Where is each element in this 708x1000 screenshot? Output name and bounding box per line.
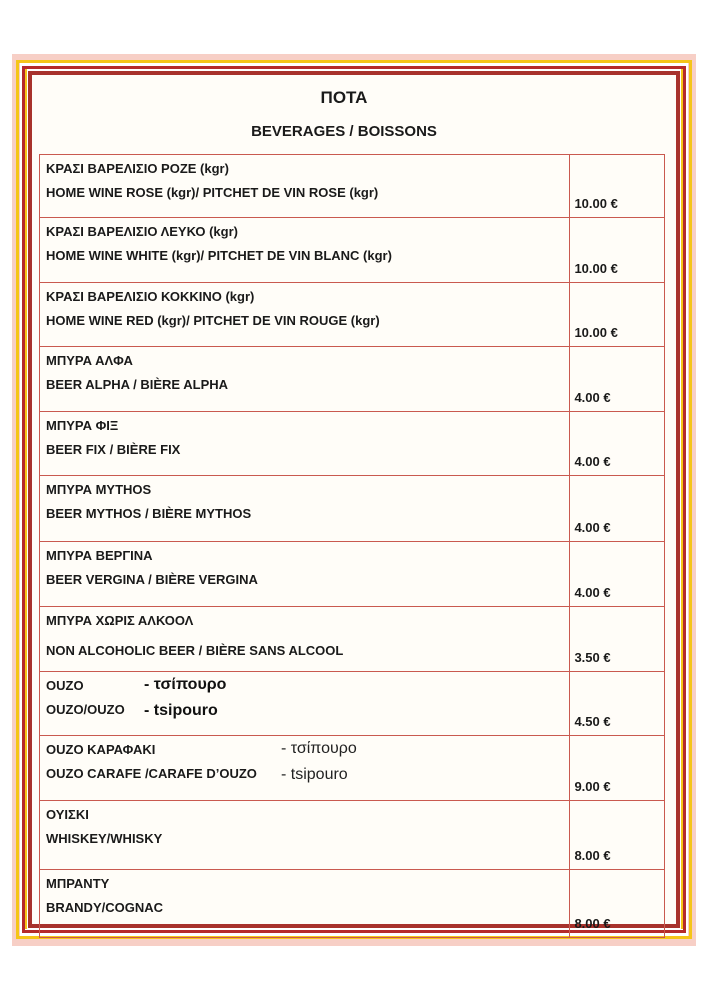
table-row — [40, 801, 665, 870]
beverage-table — [39, 154, 665, 938]
item-name-greek: OUZO ΚΑΡΑΦΑΚΙ — [46, 742, 156, 757]
frame-line — [12, 938, 696, 946]
item-name-greek: ΚΡΑΣΙ ΒΑΡΕΛΙΣΙΟ ΡΟΖΕ (kgr) — [46, 161, 229, 176]
item-name-translation: BEER MYTHOS / BIÈRE MYTHOS — [46, 506, 252, 521]
item-price-cell — [570, 542, 665, 607]
item-name-greek: ΜΠΡΑΝΤΥ — [46, 876, 110, 891]
item-name-translation: BEER FIX / BIÈRE FIX — [46, 442, 181, 457]
frame-line — [16, 60, 692, 63]
item-price-cell — [570, 412, 665, 476]
item-price: 10.00 € — [574, 196, 618, 211]
table-row — [40, 218, 665, 283]
table-row — [40, 542, 665, 607]
table-row — [40, 155, 665, 218]
table-row — [40, 412, 665, 476]
table-row — [40, 870, 665, 938]
item-description — [40, 801, 570, 870]
item-description — [40, 155, 570, 218]
item-name-translation: HOME WINE WHITE (kgr)/ PITCHET DE VIN BLANC (kgr) — [46, 248, 392, 263]
item-price-cell — [570, 736, 665, 801]
item-price: 4.50 € — [574, 714, 611, 729]
item-description — [40, 672, 570, 736]
item-price: 3.50 € — [574, 650, 611, 665]
table-row — [40, 347, 665, 412]
item-name-greek: ΚΡΑΣΙ ΒΑΡΕΛΙΣΙΟ ΚΟΚΚΙΝΟ (kgr) — [46, 289, 255, 304]
item-description — [40, 218, 570, 283]
item-name-translation: BEER VERGINA / BIÈRE VERGINA — [46, 572, 258, 587]
item-price: 4.00 € — [574, 390, 611, 405]
frame-line — [676, 71, 680, 928]
item-price-cell — [570, 155, 665, 218]
item-name-greek: ΚΡΑΣΙ ΒΑΡΕΛΙΣΙΟ ΛΕΥΚΟ (kgr) — [46, 224, 238, 239]
item-description — [40, 347, 570, 412]
item-price: 8.00 € — [574, 848, 611, 863]
item-name-translation: OUZO/OUZO — [46, 702, 125, 717]
item-name-greek: ΜΠΥΡΑ ΦΙΞ — [46, 418, 119, 433]
item-price-cell — [570, 607, 665, 672]
item-name-greek: ΟΥΙΣΚΙ — [46, 807, 89, 822]
table-row — [40, 672, 665, 736]
item-price: 10.00 € — [574, 261, 618, 276]
frame-line — [25, 69, 27, 929]
table-row — [40, 607, 665, 672]
item-name-translation: NON ALCOHOLIC BEER / BIÈRE SANS ALCOOL — [46, 643, 344, 658]
item-name-greek: ΜΠΥΡΑ ΒΕΡΓΙΝΑ — [46, 548, 153, 563]
item-price-cell — [570, 476, 665, 542]
item-description — [40, 283, 570, 347]
item-description — [40, 542, 570, 607]
item-price-cell — [570, 218, 665, 283]
table-row — [40, 283, 665, 347]
frame-line — [689, 60, 692, 939]
frame-line — [681, 69, 683, 929]
item-description — [40, 607, 570, 672]
frame-line — [16, 60, 19, 939]
item-price-cell — [570, 870, 665, 938]
table-row — [40, 476, 665, 542]
item-price: 4.00 € — [574, 585, 611, 600]
item-description — [40, 870, 570, 938]
page-subtitle: BEVERAGES / BOISSONS — [251, 123, 437, 140]
frame-line — [683, 66, 686, 933]
item-extra-latin: - tsipouro — [144, 702, 218, 719]
item-name-greek: ΜΠΥΡΑ ΧΩΡΙΣ ΑΛΚΟΟΛ — [46, 613, 194, 628]
item-description — [40, 476, 570, 542]
item-price: 4.00 € — [574, 454, 611, 469]
item-name-translation: HOME WINE ROSE (kgr)/ PITCHET DE VIN ROSE (kgr) — [46, 185, 379, 200]
table-row — [40, 736, 665, 801]
item-price: 4.00 € — [574, 520, 611, 535]
item-price-cell — [570, 283, 665, 347]
item-name-translation: OUZO CARAFE /CARAFE D’OUZO — [46, 766, 257, 781]
item-price: 9.00 € — [574, 779, 611, 794]
item-price-cell — [570, 672, 665, 736]
item-name-translation: BRANDY/COGNAC — [46, 900, 163, 915]
item-description — [40, 736, 570, 801]
item-extra-latin: - tsipouro — [281, 766, 348, 783]
item-name-translation: HOME WINE RED (kgr)/ PITCHET DE VIN ROUGE (kgr) — [46, 313, 380, 328]
item-name-translation: WHISKEY/WHISKY — [46, 831, 163, 846]
item-price: 8.00 € — [574, 916, 611, 931]
item-name-greek: ΜΠΥΡΑ MYTHOS — [46, 482, 152, 497]
item-description — [40, 412, 570, 476]
page-title: ΠΟΤΑ — [320, 88, 368, 107]
item-extra-greek: - τσίπουρο — [144, 676, 227, 693]
item-name-translation: BEER ALPHA / BIÈRE ALPHA — [46, 377, 229, 392]
item-name-greek: ΜΠΥΡΑ ΑΛΦΑ — [46, 353, 133, 368]
item-name-greek: OUZO — [46, 678, 84, 693]
frame-line — [22, 66, 686, 69]
item-price-cell — [570, 801, 665, 870]
item-price: 10.00 € — [574, 325, 618, 340]
item-extra-greek: - τσίπουρο — [281, 740, 357, 757]
item-price-cell — [570, 347, 665, 412]
